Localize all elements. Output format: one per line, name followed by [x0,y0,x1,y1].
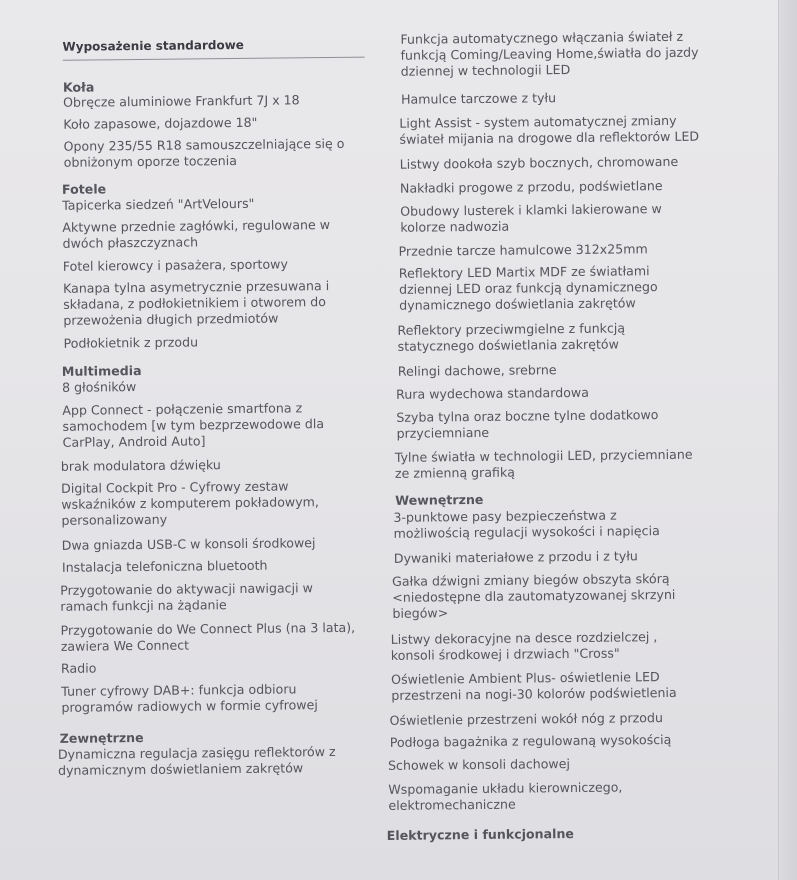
list-item: Aktywne przednie zagłówki, regulowane w dwóch płaszczyznach [62,217,331,251]
list-item: Podłoga bagażnika z regulowaną wysokością [389,731,672,750]
list-item: Tapicerka siedzeń "ArtVelours" [62,195,255,213]
section-heading-elektryczne: Elektryczne i funkcjonalne [386,825,575,843]
list-item: Nakładki progowe z przodu, podświetlane [399,178,663,196]
list-item: Schowek w konsoli dachowej [387,756,571,773]
list-item: 3-punktowe pasy bezpieczeństwa z możliwością regulacji wysokości i napięcia [393,507,660,541]
list-item: Relingi dachowe, srebrne [397,362,557,379]
list-item: Kanapa tylna asymetrycznie przesuwana i składana, z podłokietnikiem i otworem do przewożenia długich przedmiotów [62,278,330,328]
list-item: Przednie tarcze hamulcowe 312x25mm [398,241,648,259]
list-item: App Connect - połączenie smartfona z samochodem [w tym bezprzewodowe dla CarPlay, Android Auto] [62,400,325,450]
list-item: Light Assist - system automatycznej zmiany świateł mijania na drogowe dla reflektorów LED [399,112,700,147]
list-item: Digital Cockpit Pro - Cyfrowy zestaw wskaźników z komputerem pokładowym, personalizowany [61,478,319,528]
section-heading-wewnetrzne: Wewnętrzne [395,491,484,508]
list-item: 8 głośników [61,379,137,395]
list-item: Funkcja automatycznego włączania świateł z funkcją Coming/Leaving Home,światła do jazdy dziennej w technologii LED [400,28,699,79]
list-item: Przygotowanie do We Connect Plus (na 3 lata), zawiera We Connect [60,619,356,654]
list-item: Podłokietnik z przodu [63,334,199,351]
page-edge-shadow [778,0,797,880]
list-item: Obręcze aluminiowe Frankfurt 7J x 18 [62,92,300,110]
section-heading-multimedia: Multimedia [61,362,142,379]
list-item: Hamulce tarczowe z tyłu [400,90,557,107]
list-item: Obudowy lusterek i klamki lakierowane w kolorze nadwozia [400,201,662,235]
list-item: Przygotowanie do aktywacji nawigacji w ramach funkcji na żądanie [60,580,313,614]
list-item: Reflektory przeciwmgielne z funkcją statycznego doświetlania zakrętów [397,320,626,354]
list-item: Dywaniki materiałowe z przodu i z tyłu [393,548,638,566]
list-item: Fotel kierowcy i pasażera, sportowy [62,256,288,274]
section-heading-fotele: Fotele [61,181,107,197]
section-heading-kola: Koła [62,79,95,95]
list-item: Listwy dekoracyjne na desce rozdzielczej , konsoli środkowej i drzwiach "Cross" [390,629,658,663]
list-item: Opony 235/55 R18 samouszczelniające się o obniżonym oporze toczenia [63,135,345,170]
list-item: Wspomaganie układu kierowniczego, elektromechaniczne [388,779,623,813]
list-item: Reflektory LED Martix MDF ze światłami dziennej LED oraz funkcją dynamicznego dynamicznego doświetlania zakrętów [398,263,658,313]
main-heading: Wyposażenie standardowe [62,37,244,54]
list-item: Oświetlenie przestrzeni wokół nóg z przodu [389,710,663,728]
list-item: Dynamiczna regulacja zasięgu reflektorów z dynamicznym doświetlaniem zakrętów [57,743,336,778]
list-item: Tuner cyfrowy DAB+: funkcja odbioru programów radiowych w formie cyfrowej [61,681,318,715]
section-heading-zewnetrzne: Zewnętrzne [59,729,144,746]
list-item: Instalacja telefoniczna bluetooth [61,557,268,575]
list-item: Radio [60,660,97,676]
heading-rule [63,57,365,61]
list-item: Gałka dźwigni zmiany biegów obszyta skórą <niedostępne dla zautomatyzowanej skrzyni biegów> [392,570,676,621]
list-item: Koło zapasowe, dojazdowe 18" [63,114,258,132]
list-item: Dwa gniazda USB-C w konsoli środkowej [61,535,316,553]
list-item: Tylne światła w technologii LED, przyciemniane ze zmienną grafiką [394,446,693,481]
list-item: Szyba tylna oraz boczne tylne dodatkowo przyciemniane [396,407,659,441]
list-item: Oświetlenie Ambient Plus- oświetlenie LED przestrzeni na nogi-30 kolorów podświetlenia [391,669,677,703]
list-item: Listwy dookoła szyb bocznych, chromowane [399,153,679,172]
list-item: brak modulatora dźwięku [60,457,221,474]
list-item: Rura wydechowa standardowa [396,384,589,402]
